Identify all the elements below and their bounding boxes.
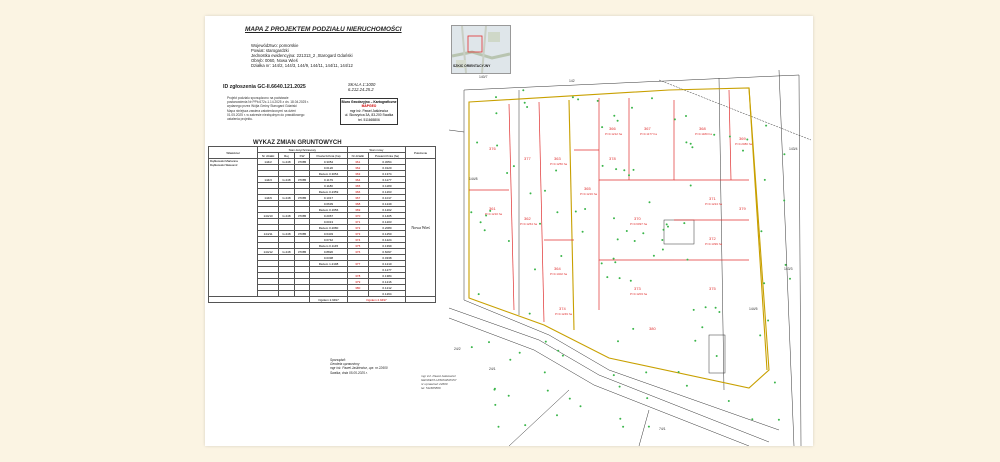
stamp-line: Biuro Geodezyjno – Kartograficzne: [341, 100, 397, 104]
tree-icon: [622, 426, 624, 428]
tree-icon: [617, 238, 619, 240]
tree-icon: [729, 136, 731, 138]
cell-area: 0.0120: [310, 165, 347, 171]
cell-new-nr: 363: [347, 171, 368, 177]
cell-new-area: 0.1177: [368, 177, 405, 183]
parcel-number: 368: [699, 126, 706, 131]
tree-icon: [478, 293, 480, 295]
tree-icon: [555, 170, 557, 172]
neighbour-labels: [454, 75, 798, 431]
tree-icon: [471, 346, 473, 348]
tree-icon: [742, 150, 744, 152]
subheader-before: Rej: [279, 153, 294, 159]
parcel-area: P=0.1250 ha: [550, 162, 568, 166]
parcel-area: P=0.1212 ha: [605, 132, 623, 136]
cell-new-area: 0.1250: [368, 231, 405, 237]
tree-icon: [560, 255, 562, 257]
parcel-number: 380: [649, 326, 656, 331]
tree-icon: [746, 139, 748, 141]
parcel-number: 363: [554, 156, 561, 161]
tree-icon: [619, 277, 621, 279]
tree-icon: [526, 106, 528, 108]
tree-icon: [663, 229, 665, 231]
col-location: Położenie: [406, 147, 436, 159]
parcel-number: 378: [609, 156, 616, 161]
cell-new-area: 0.1264: [368, 291, 405, 297]
tree-icon: [575, 211, 577, 213]
cell-new-nr: 364: [347, 177, 368, 183]
cell-new-area: 0.1263: [368, 189, 405, 195]
parcel-number: 376: [489, 146, 496, 151]
document-title: MAPA Z PROJEKTEM PODZIAŁU NIERUCHOMOŚCI: [245, 26, 402, 33]
subheader-before: Powierzchnia (ha): [310, 153, 347, 159]
tree-icon: [666, 223, 668, 225]
parcel-area: P=0.1264 ha: [520, 222, 538, 226]
tree-icon: [524, 102, 526, 104]
parcel-area: P=0.1399 ha: [705, 242, 723, 246]
tree-icon: [633, 169, 635, 171]
cell-area: 0.6403: [310, 231, 347, 237]
parcel-area: P=0.1177 ha: [640, 132, 657, 136]
tree-icon: [613, 258, 615, 260]
parcel-area: P=0.6097 ha: [630, 222, 648, 226]
scale-sub: 6.212.24.25.2: [348, 87, 374, 92]
tree-icon: [685, 115, 687, 117]
cell-new-nr: 366: [347, 189, 368, 195]
tree-icon: [619, 386, 621, 388]
tree-icon: [476, 142, 478, 144]
cell-rej: G.248: [279, 195, 294, 201]
signature-line: GEODETA UPRAWNIONY: [421, 378, 457, 382]
note-line: Projekt podziału sporządzono na podstawie: [227, 96, 289, 100]
tree-icon: [715, 307, 717, 309]
tree-icon: [556, 211, 558, 213]
tree-icon: [649, 201, 651, 203]
cell-new-area: 0.1017: [368, 195, 405, 201]
cell-area: 0.1179: [310, 177, 347, 183]
cell-area: Razem 1.2198: [310, 261, 347, 267]
tree-icon: [626, 230, 628, 232]
cell-area: Razem 0.3054: [310, 171, 347, 177]
subheader-before: KW: [294, 153, 310, 159]
cell-area: 0.0742: [310, 237, 347, 243]
tree-icon: [634, 240, 636, 242]
tree-icon: [547, 390, 549, 392]
parcel-area: P=0.2080 ha: [735, 142, 753, 146]
cell-nr: 144/2: [258, 159, 279, 165]
stamp-line: tel. 511665806: [358, 117, 380, 122]
cell-new-nr: 367: [347, 195, 368, 201]
cell-area: Razem 0.2080: [310, 225, 347, 231]
cell-new-nr: 376: [347, 249, 368, 255]
tree-icon: [763, 282, 765, 284]
cell-new-area: 0.1203: [368, 219, 405, 225]
tree-icon: [653, 255, 655, 257]
total-after: Ogółem 2.9497: [347, 297, 406, 303]
land-changes-table: [208, 146, 436, 303]
subheader-before: Nr działki: [258, 153, 279, 159]
tree-icon: [623, 169, 625, 171]
tree-icon: [498, 426, 500, 428]
tree-icon: [530, 192, 532, 194]
cell-new-area: 0.2080: [368, 225, 405, 231]
col-owner: Właściciel: [209, 147, 258, 159]
neighbour-parcel: 143/3: [784, 267, 793, 271]
tree-icon: [694, 340, 696, 342]
parcel-number: 375: [709, 286, 716, 291]
cell-kw: 37085: [294, 159, 310, 165]
owner-cell: Dąbkowski Marianna Dąbkowski Sławomir: [209, 159, 258, 297]
table-row-total: [209, 297, 436, 303]
tree-icon: [632, 328, 634, 330]
tree-icon: [693, 309, 695, 311]
tree-icon: [765, 125, 767, 127]
tree-icon: [789, 278, 791, 280]
tree-icon: [615, 168, 617, 170]
cell-kw: 37085: [294, 195, 310, 201]
tree-icon: [519, 352, 521, 354]
cell-new-area: 0.0338: [368, 255, 405, 261]
neighbour-parcel: 74/1: [659, 427, 666, 431]
tree-icon: [584, 208, 586, 210]
tree-icon: [480, 221, 482, 223]
neighbour-parcel: 142: [569, 79, 575, 83]
tree-icon: [488, 341, 490, 343]
tree-icon: [774, 382, 776, 384]
cell-area: Razem 0.2359: [310, 189, 347, 195]
tree-icon: [661, 239, 663, 241]
tree-icon: [778, 419, 780, 421]
parcel-area: P=0.1249 ha: [555, 312, 573, 316]
company-stamp: [340, 98, 398, 125]
cell-new-nr: 369: [347, 207, 368, 213]
cell-new-area: 0.1210: [368, 261, 405, 267]
total-spacer-right: [406, 297, 436, 303]
cell-nr: 144/12: [258, 249, 279, 255]
tree-icon: [597, 100, 599, 102]
cell-nr: 144/9: [258, 195, 279, 201]
tree-icon: [495, 96, 497, 98]
parcel-number: 373: [634, 286, 641, 291]
id-line: [223, 84, 306, 90]
tree-icon: [728, 400, 730, 402]
tree-icon: [701, 326, 703, 328]
cell-rej: G.248: [279, 159, 294, 165]
tree-icon: [544, 190, 546, 192]
surveyor-line: Geodeta uprawniony: [330, 362, 360, 367]
tree-icon: [606, 276, 608, 278]
tree-icon: [683, 222, 685, 224]
parcel-map: [449, 70, 811, 446]
tree-icon: [582, 231, 584, 233]
cell-kw: 37085: [294, 231, 310, 237]
col-before: Stan dotychczasowy: [258, 147, 348, 153]
signature-line: mgr inż. Paweł Jaśkiewicz: [421, 374, 456, 378]
cell-area: Razem 0.1145: [310, 243, 347, 249]
cell-kw: 37085: [294, 213, 310, 219]
tree-icon: [613, 115, 615, 117]
precinct: Obręb: 0060, Nowa Wieś: [251, 58, 298, 63]
cell-new-nr: 373: [347, 231, 368, 237]
col-after: Stan nowy: [347, 147, 406, 153]
parcel-labels: [485, 126, 752, 331]
tree-icon: [764, 179, 766, 181]
cell-new-area: 0.1277: [368, 267, 405, 273]
cell-new-nr: 374: [347, 237, 368, 243]
voivodeship: Województwo: pomorskie: [251, 43, 299, 48]
surveyor-line: Sporządził:: [330, 358, 346, 362]
tree-icon: [508, 395, 510, 397]
tree-icon: [529, 313, 531, 315]
county: Powiat: starogardzki: [251, 48, 289, 53]
cell-area: Razem 0.1656: [310, 207, 347, 213]
tree-icon: [674, 118, 676, 120]
neighbour-parcel: 140/7: [479, 75, 488, 79]
cell-nr: 144/3: [258, 177, 279, 183]
tree-icon: [557, 350, 559, 352]
id-label: ID zgłoszenia: [223, 84, 256, 90]
parcel-number: 362: [524, 216, 531, 221]
tree-icon: [713, 134, 715, 136]
parcel-number: 367: [644, 126, 651, 131]
tree-icon: [534, 268, 536, 270]
tree-icon: [760, 230, 762, 232]
tree-icon: [513, 165, 515, 167]
stamp-line: MAPGEO: [361, 104, 377, 109]
parcel-number: 374: [559, 306, 566, 311]
tree-icon: [508, 240, 510, 242]
tree-icon: [759, 334, 761, 336]
cell-new-area: 0.6097: [368, 249, 405, 255]
stamp-line: mgr inż. Paweł Jaśkiewicz: [349, 108, 389, 113]
tree-icon: [524, 424, 526, 426]
tree-icon: [617, 120, 619, 122]
cell-new-nr: 377: [347, 261, 368, 267]
tree-icon: [686, 385, 688, 387]
tree-icon: [617, 340, 619, 342]
tree-icon: [577, 98, 579, 100]
cell-area: 0.2067: [310, 213, 347, 219]
parcel-number: 370: [634, 216, 641, 221]
tree-icon: [545, 341, 547, 343]
tree-icon: [785, 264, 787, 266]
tree-icon: [539, 223, 541, 225]
tree-icon: [705, 306, 707, 308]
neighbour-parcel: 24/2: [454, 347, 461, 351]
cell-nr: 144/11: [258, 231, 279, 237]
cell-new-nr: 368: [347, 201, 368, 207]
note-line: wydanego przez Wójta Gminy Starogard Gdański: [227, 104, 297, 109]
cell-area: 0.1017: [310, 195, 347, 201]
cell-new-nr: 372: [347, 225, 368, 231]
tree-icon: [544, 371, 546, 373]
cell-new-area: 0.1384: [368, 273, 405, 279]
cell-new-nr: 379: [347, 279, 368, 285]
tree-icon: [494, 389, 496, 391]
id-value: GC-II.6640.121.2025: [257, 84, 306, 90]
neighbour-parcel: 143/4: [789, 147, 798, 151]
tree-icon: [494, 404, 496, 406]
surveyor-line: mgr inż. Paweł Jaśkiewicz, upr. nr 22600: [330, 366, 388, 371]
tree-icon: [580, 405, 582, 407]
registry-title: WYKAZ ZMIAN GRUNTOWYCH: [253, 140, 342, 146]
tree-icon: [667, 226, 669, 228]
parcel-area: P=0.1203 ha: [630, 292, 648, 296]
parcel-number: 369: [739, 136, 746, 141]
tree-icon: [522, 89, 524, 91]
tree-icon: [613, 374, 615, 376]
tree-icon: [690, 185, 692, 187]
cell-rej: G.248: [279, 177, 294, 183]
parcel-number: 365: [584, 186, 591, 191]
neighbour-parcel: 144/5: [749, 307, 758, 311]
cell-area: 0.1180: [310, 183, 347, 189]
parcel-area: P=0.1402 ha: [550, 272, 568, 276]
cell-new-nr: 365: [347, 183, 368, 189]
tree-icon: [614, 261, 616, 263]
tree-icon: [651, 97, 653, 99]
tree-icon: [690, 143, 692, 145]
total-before: Ogółem 2.9497: [310, 297, 347, 303]
tree-icon: [767, 320, 769, 322]
cell-area: 0.8820: [310, 249, 347, 255]
tree-icon: [678, 371, 680, 373]
neighbour-parcel: 144/8: [469, 177, 478, 181]
parcel-numbers: Działka nr: 144/2, 144/3, 144/9, 144/11, 144/11, 144/12: [251, 63, 353, 68]
tree-icon: [687, 259, 689, 261]
cell-new-area: 0.1249: [368, 201, 405, 207]
tree-icon: [572, 96, 574, 98]
tree-icon: [662, 249, 664, 251]
note-line: Mapa niniejsza zawiera zatwierdzonymi na dzień: [227, 108, 296, 113]
parcel-area: P=0.1224 ha: [705, 202, 723, 206]
cell-rej: G.248: [279, 213, 294, 219]
cell-area: 0.0639: [310, 201, 347, 207]
cell-rej: G.248: [279, 231, 294, 237]
scale-info: [348, 82, 375, 92]
tree-icon: [602, 165, 604, 167]
parcel-number: 361: [489, 206, 496, 211]
cell-new-nr: 362: [347, 165, 368, 171]
surveyor-line: Swałka, dnia 05.05.2025 r.: [330, 370, 368, 375]
tree-icon: [495, 112, 497, 114]
cell-new-area: 0.0120: [368, 165, 405, 171]
unit: Jednostka ewidencyjna: 221313_2 ,Starogard Gdański: [251, 53, 353, 58]
cell-new-area: 0.1399: [368, 243, 405, 249]
tree-icon: [509, 359, 511, 361]
cell-kw: 37085: [294, 177, 310, 183]
parcel-area: P=0.1216 ha: [580, 192, 598, 196]
tree-icon: [613, 217, 615, 219]
tree-icon: [601, 262, 603, 264]
parcel-number: 377: [524, 156, 531, 161]
tree-icon: [619, 418, 621, 420]
cell-new-nr: 370: [347, 213, 368, 219]
cell-new-nr: 361: [347, 159, 368, 165]
tree-icon: [646, 397, 648, 399]
location-cell: Nowa Wieś: [406, 159, 436, 297]
stamp-line: ul. Skorzyńca 3A, 83-200 Swałka: [344, 113, 394, 118]
cell-new-area: 0.1374: [368, 171, 405, 177]
tree-icon: [631, 107, 633, 109]
parcel-area: P=0.1180 ha: [695, 132, 712, 136]
tree-icon: [691, 146, 693, 148]
project-notes: [227, 96, 309, 121]
cell-new-area: 0.3054: [368, 159, 405, 165]
tree-icon: [470, 211, 472, 213]
neighbour-parcel: 24/1: [489, 367, 496, 371]
scale-value: SKALA 1:1000: [348, 82, 376, 87]
cell-new-nr: 380: [347, 285, 368, 291]
tree-icon: [645, 371, 647, 373]
cell-nr: 144/10: [258, 213, 279, 219]
parcel-number: 364: [554, 266, 561, 271]
cell-new-area: 0.1202: [368, 207, 405, 213]
cell-new-area: 0.1224: [368, 237, 405, 243]
parcel-number: 371: [709, 196, 716, 201]
parcel-number: 372: [709, 236, 716, 241]
tree-icon: [484, 229, 486, 231]
tree-icon: [630, 280, 632, 282]
note-line: 01.05.2025 r. w zakresie niezbędnym do prawidłowego: [227, 112, 305, 117]
cell-new-nr: 375: [347, 243, 368, 249]
tree-icon: [562, 355, 564, 357]
cell-rej: G.248: [279, 249, 294, 255]
tree-icon: [556, 414, 558, 416]
note-line: ustalenia projektu.: [227, 117, 253, 122]
table-body: [209, 159, 436, 303]
tree-icon: [718, 311, 720, 313]
tree-icon: [496, 145, 498, 147]
surveyor-block: [330, 358, 388, 375]
tree-icon: [783, 200, 785, 202]
tree-icon: [569, 398, 571, 400]
note-line: postanowienia Nr PPb.672c-1.14.2025 z dn. 18.04.2025 r.: [227, 100, 309, 105]
cell-new-area: 0.1405: [368, 213, 405, 219]
cell-new-area: 0.1180: [368, 183, 405, 189]
cell-new-nr: 378: [347, 273, 368, 279]
cell-area: 0.0338: [310, 255, 347, 261]
tree-icon: [506, 172, 508, 174]
cell-new-nr: 371: [347, 219, 368, 225]
total-spacer: [209, 297, 310, 303]
subheader-after: Powierzchnia (ha): [368, 153, 405, 159]
tree-icon: [783, 153, 785, 155]
cell-kw: 37085: [294, 249, 310, 255]
tree-icon: [751, 418, 753, 420]
tree-icon: [716, 355, 718, 357]
cell-new-area: 0.1212: [368, 285, 405, 291]
tree-icon: [648, 426, 650, 428]
tree-icon: [642, 232, 644, 234]
map-sheet: [205, 16, 813, 446]
orientation-sketch-label: SZKIC ORIENTACYJNY: [453, 64, 491, 68]
tree-icon: [628, 174, 630, 176]
signature-line: nr uprawnień 22600: [421, 382, 448, 386]
cell-new-area: 0.1216: [368, 279, 405, 285]
cell-area: 0.3054: [310, 159, 347, 165]
parcel-number: 366: [609, 126, 616, 131]
parcel-area: P=0.1210 ha: [485, 212, 503, 216]
signature-line: tel. 511665806: [421, 386, 441, 390]
tree-icon: [601, 126, 603, 128]
cell-area: 0.0013: [310, 219, 347, 225]
tree-icon: [685, 141, 687, 143]
subheader-after: Nr działki: [347, 153, 368, 159]
parcel-number: 379: [739, 206, 746, 211]
